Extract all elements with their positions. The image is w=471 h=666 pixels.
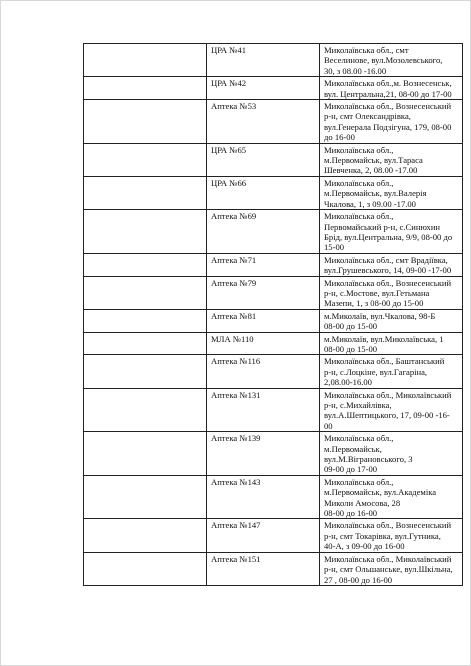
address-line: Мазепи, 1, з 08-00 до 15-00 [324,298,424,309]
pharmacy-address-cell [320,44,463,77]
table-row [84,432,463,476]
table-row [84,77,463,100]
address-line: 30, з 08.00 -16.00 [324,65,387,76]
address-line: Миколаївська обл., смт [324,45,409,55]
table-row [84,210,463,254]
table-row [84,276,463,309]
table-row [84,552,463,585]
pharmacy-name-cell: ЦРА №65 [207,143,320,176]
pharmacy-address-cell [320,332,463,355]
address-line: Миколи Амосова, 28 [324,497,401,508]
address-line: Миколаївська обл., [324,144,394,155]
table-row [84,519,463,552]
pharmacy-name-cell: Аптека №116 [207,355,320,388]
table-row [84,388,463,432]
address-line: Чкалова, 1, з 09.00 -17.00 [324,198,416,209]
address-line: Миколаївська обл., [324,211,394,222]
address-line: 27 , 08-00 до 16-00 [324,574,393,585]
address-line: Брід, вул.Центральна, 9/9, 08-00 до [324,231,453,242]
address-line: вул.Грушевського, 14, 09-00 -17-00 [324,265,452,276]
address-line: вул.А.Шептицького, 17, 09-00 -16- [324,410,450,421]
empty-cell [84,77,207,100]
pharmacy-address-cell [320,100,463,144]
pharmacy-name-cell: Аптека №81 [207,309,320,332]
address-line: м.Миколаїв, вул.Миколаївська, 1 [324,333,444,344]
address-line: Миколаївська обл., [324,476,394,487]
empty-cell [84,309,207,332]
empty-cell [84,176,207,209]
pharmacy-name-cell: Аптека №71 [207,253,320,276]
address-line: м.Первомайськ, вул.Академіка [324,487,437,498]
pharmacy-name-cell: Аптека №151 [207,552,320,585]
address-line: Миколаївська обл., [324,433,394,444]
empty-cell [84,143,207,176]
address-line: Миколаївська обл., Вознесенський [324,277,452,288]
pharmacy-name-cell: Аптека №69 [207,210,320,254]
pharmacy-name-cell: Аптека №147 [207,519,320,552]
address-line: Миколаївська обл., Баштанський [324,356,445,367]
table-row [84,44,463,77]
pharmacy-address-cell [320,475,463,519]
address-line: 00 [324,420,333,431]
address-line: Миколаївська обл.,м. Вознесенськ, [324,78,452,89]
address-line: р-н, с.Михайлівка, [324,400,392,410]
pharmacy-name-cell: Аптека №139 [207,432,320,476]
pharmacy-name-cell: Аптека №79 [207,276,320,309]
pharmacy-address-cell [320,210,463,254]
pharmacy-address-cell [320,143,463,176]
empty-cell [84,210,207,254]
pharmacy-address-cell [320,388,463,432]
address-line: 08-00 до 16-00 [324,508,378,519]
address-line: до 16-00 [324,132,355,143]
address-line: 40-А, з 09-00 до 16-00 [324,541,405,552]
empty-cell [84,355,207,388]
address-line: м.Первомайськ, вул.Тараса [324,155,423,166]
address-line: Миколаївська обл., [324,177,394,188]
address-line: Миколаївська обл., Вознесенський [324,520,452,531]
address-line: 08-00 до 15-00 [324,343,378,354]
empty-cell [84,552,207,585]
table-row [84,355,463,388]
empty-cell [84,276,207,309]
pharmacy-table-body [84,44,463,586]
empty-cell [84,432,207,476]
address-line: Первомайський р-н, с.Синюхин [324,221,441,232]
pharmacy-address-cell [320,355,463,388]
empty-cell [84,44,207,77]
address-line: м.Первомайськ, [324,443,382,454]
pharmacy-address-cell [320,309,463,332]
address-line: Миколаївська обл., Миколаївський [324,553,452,564]
pharmacy-address-cell [320,519,463,552]
pharmacy-address-cell [320,253,463,276]
address-line: р-н, с.Лоцкіне, вул.Гагаріна, [324,366,428,377]
address-line: вул.Генерала Подзігуна, 179, 08-00 [324,121,452,132]
empty-cell [84,332,207,355]
pharmacy-table [83,43,463,586]
address-line: м.Первомайськ, вул.Валерія [324,188,427,199]
pharmacy-name-cell: ЦРА №41 [207,44,320,77]
address-line: вул. Центральна,21, 08-00 до 17-00 [324,88,452,99]
table-row [84,253,463,276]
pharmacy-address-cell [320,176,463,209]
empty-cell [84,100,207,144]
empty-cell [84,388,207,432]
pharmacy-name-cell: МЛА №110 [207,332,320,355]
table-row [84,176,463,209]
pharmacy-address-cell [320,552,463,585]
pharmacy-address-cell [320,77,463,100]
pharmacy-name-cell: ЦРА №66 [207,176,320,209]
address-line: 09-00 до 17-00 [324,464,378,475]
table-row [84,309,463,332]
address-line: м.Миколаїв, вул.Чкалова, 98-Б [324,310,436,321]
pharmacy-name-cell: Аптека №143 [207,475,320,519]
address-line: 15-00 [324,242,345,253]
table-row [84,475,463,519]
address-line: 2,08.00-16.00 [324,377,372,388]
address-line: Миколаївська обл., смт Врадіївка, [324,254,448,265]
address-line: р-н, смт Ольшанське, вул.Шкільна, [324,564,453,575]
address-line: вул.М.Віграновського, 3 [324,454,413,465]
address-line: р-н, смт Токарівка, вул.Гутника, [324,530,441,541]
pharmacy-name-cell: ЦРА №42 [207,77,320,100]
address-line: Веселинове, вул.Мозолевського, [324,55,443,66]
pharmacy-name-cell: Аптека №131 [207,388,320,432]
address-line: 08-00 до 15-00 [324,321,378,332]
address-line: Миколаївська обл., Миколаївський [324,389,452,400]
table-row [84,332,463,355]
address-line: Шевченка, 2, 08.00 -17.00 [324,165,418,176]
table-row [84,100,463,144]
address-line: р-н, с.Мостове, вул.Гетьмана [324,287,430,298]
table-row [84,143,463,176]
pharmacy-name-cell: Аптека №53 [207,100,320,144]
pharmacy-address-cell [320,276,463,309]
address-line: Миколаївська обл., Вознесенський [324,101,452,112]
empty-cell [84,475,207,519]
pharmacy-address-cell [320,432,463,476]
empty-cell [84,519,207,552]
address-line: р-н, смт Олександрівка, [324,111,411,122]
empty-cell [84,253,207,276]
